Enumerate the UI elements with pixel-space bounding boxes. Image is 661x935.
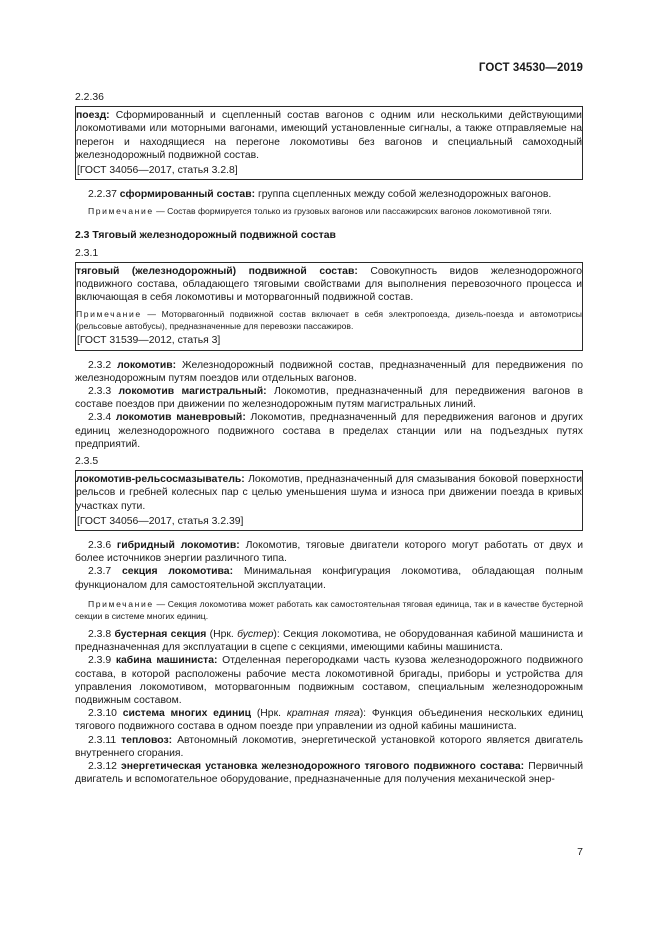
entry-2-3-12: 2.3.12 энергетическая установка железнодорожного тягового подвижного состава: Первичный двигатель и вспомогательное оборудование, предназначенные для получения механической энер- (75, 760, 584, 786)
entry-2-3-8: 2.3.8 бустерная секция (Нрк. бустер): Секция локомотива, не оборудованная кабиной машиниста и предназначенная для эксплуатации в сцепе с секциями, имеющими кабины машиниста. (75, 628, 584, 654)
def-rels: Локомотив, предназначенный для смазывания боковой поверхности рельсов и гребней колесных пар с целью уменьшения шума и износа при движении поезда в кривых участках пути. (76, 474, 583, 512)
term-poezd: поезд: (76, 110, 110, 122)
entry-2-3-3: 2.3.3 локомотив магистральный: Локомотив, предназначенный для передвижения вагонов в составе поездов при движении по железнодорожным путям магистральных линий. (75, 386, 584, 411)
definition-box-2-3-1 (75, 262, 583, 351)
def-poezd: Сформированный и сцепленный состав вагонов с одним или несколькими действующими локомотивами или моторными вагонами, имеющий установленные сигналы, а также отправляемые на перегон и находящиеся на перегоне локомотивы без вагонов и специальный самоходный железнодорожный подвижной состав. (76, 110, 582, 161)
source-ref: [ГОСТ 31539—2012, статья 3] (77, 335, 221, 347)
def-sformirovanny: группа сцепленных между собой железнодорожных вагонов. (257, 189, 552, 201)
entry-2-3-11: 2.3.11 тепловоз: Автономный локомотив, энергетической установкой которого является двигатель внутреннего сгорания. (75, 734, 583, 759)
note-2-3-1: Примечание — Моторвагонный подвижной состав включает в себя электропоезда, дизель-поезда и автомотрисы (рельсовые автобусы), предназначенные для перевозки пассажиров. (76, 309, 582, 332)
term-number: 2.2.37 (88, 189, 117, 201)
definition-box-2-2-36 (75, 106, 583, 180)
page-content (75, 91, 583, 786)
definition-box-2-3-5 (75, 470, 583, 531)
term-sformirovanny: сформированный состав: (119, 189, 256, 201)
term-number-2-3-1: 2.3.1 (75, 247, 99, 259)
entry-2-3-10: 2.3.10 система многих единиц (Нрк. кратная тяга): Функция объединения нескольких единиц тягового подвижного состава в одном поезде при управлении из одной кабины машиниста. (75, 708, 583, 733)
def-tyagovy: Совокупность видов железнодорожного подвижного состава, обладающего тяговыми свойствами для выполнения перевозочного процесса и включающая в себя локомотивы и моторвагонный подвижной состав. (76, 265, 583, 304)
source-ref: [ГОСТ 34056—2017, статья 3.2.39] (77, 515, 244, 527)
term-number-2-2-36: 2.2.36 (75, 92, 104, 103)
page-number: 7 (577, 846, 583, 858)
entry-2-3-7: 2.3.7 секция локомотива: Минимальная конфигурация локомотива, обладающая полным функционалом для самостоятельной эксплуатации. (75, 566, 583, 591)
term-tyagovy: тяговый (железнодорожный) подвижной состав: (76, 265, 358, 277)
note-2-3-7: Примечание — Секция локомотива может работать как самостоятельная тяговая единица, так и в качестве бустерной секции в системе многих единиц. (75, 598, 583, 621)
term-number-2-3-5: 2.3.5 (75, 456, 99, 468)
entry-2-3-4: 2.3.4 локомотив маневровый: Локомотив, предназначенный для передвижения вагонов и других единиц железнодорожного подвижного состава в пределах станции или на подъездных путях предприятий. (75, 412, 583, 450)
entry-2-3-9: 2.3.9 кабина машиниста: Отделенная перегородками часть кузова железнодорожного подвижного состава, в которой расположены рабочие места локомотивной бригады, приборы и устройства для управления локомотивом, моторвагонным подвижным составом, специальным железнодорожным подвижным составом. (75, 655, 584, 706)
term-rels: локомотив-рельсосмазыватель: (76, 474, 245, 486)
document-code: ГОСТ 34530—2019 (478, 62, 583, 74)
source-ref: [ГОСТ 34056—2017, статья 3.2.8] (77, 165, 238, 177)
section-title-2-3: 2.3 Тяговый железнодорожный подвижной состав (75, 230, 336, 242)
entry-2-3-6: 2.3.6 гибридный локомотив: Локомотив, тяговые двигатели которого могут работать от двух и более источников энергии различного типа. (75, 540, 584, 565)
entry-2-3-2: 2.3.2 локомотив: Железнодорожный подвижной состав, предназначенный для передвижения по железнодорожным путям поездов или отдельных вагонов. (75, 359, 583, 384)
note-2-2-37: Примечание — Состав формируется только из грузовых вагонов или пассажирских вагонов локомотивной тяги. (88, 206, 552, 217)
